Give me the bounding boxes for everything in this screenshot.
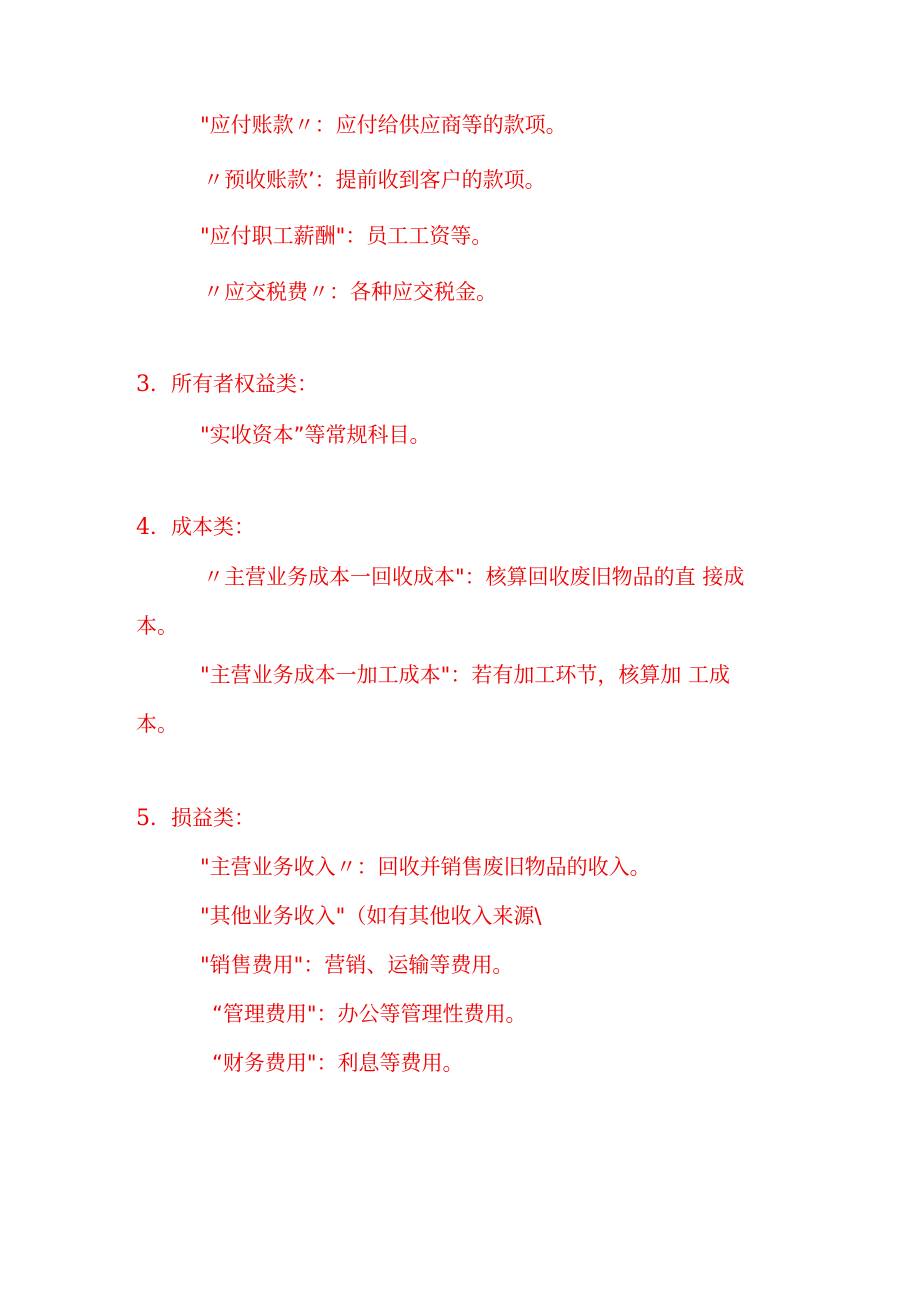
paragraph-paid-in-capital: "实收资本”等常规科目。 (200, 423, 431, 447)
paragraph-payroll-payable: "应付职工薪酬"：员工工资等。 (200, 224, 493, 248)
paragraph-main-revenue: "主营业务收入〃：回收并销售废旧物品的收入。 (200, 855, 651, 879)
paragraph-taxes-payable: 〃应交税费〃：各种应交税金。 (203, 280, 497, 304)
section-heading-equity (136, 370, 318, 399)
section-heading-cost (136, 513, 255, 542)
section-number: 4 (136, 515, 150, 540)
section-number: 3 (136, 372, 150, 397)
section-title: ．所有者权益类： (150, 372, 318, 396)
section-number: 5 (136, 806, 150, 831)
paragraph-advance-receipts: 〃预收账款’：提前收到客户的款项。 (203, 168, 546, 192)
section-title: ．损益类： (150, 806, 255, 830)
paragraph-accounts-payable: "应付账款〃：应付给供应商等的款项。 (200, 113, 567, 137)
section-heading-profit-loss (136, 804, 255, 833)
section-title: ．成本类： (150, 515, 255, 539)
paragraph-selling-expenses: "销售费用"：营销、运输等费用。 (200, 953, 514, 977)
paragraph-processing-cost-line2: 本。 (136, 712, 178, 736)
paragraph-other-revenue: "其他业务收入"（如有其他收入来源\ (200, 904, 542, 928)
paragraph-recycling-cost-line2: 本。 (136, 614, 178, 638)
paragraph-recycling-cost-line1: 〃主营业务成本一回收成本"：核算回收废旧物品的直 接成 (203, 565, 745, 589)
paragraph-admin-expenses: “管理费用"：办公等管理性费用。 (212, 1002, 527, 1026)
paragraph-finance-expenses: “财务费用"：利息等费用。 (212, 1051, 464, 1075)
paragraph-processing-cost-line1: "主营业务成本一加工成本"：若有加工环节，核算加 工成 (200, 663, 730, 687)
